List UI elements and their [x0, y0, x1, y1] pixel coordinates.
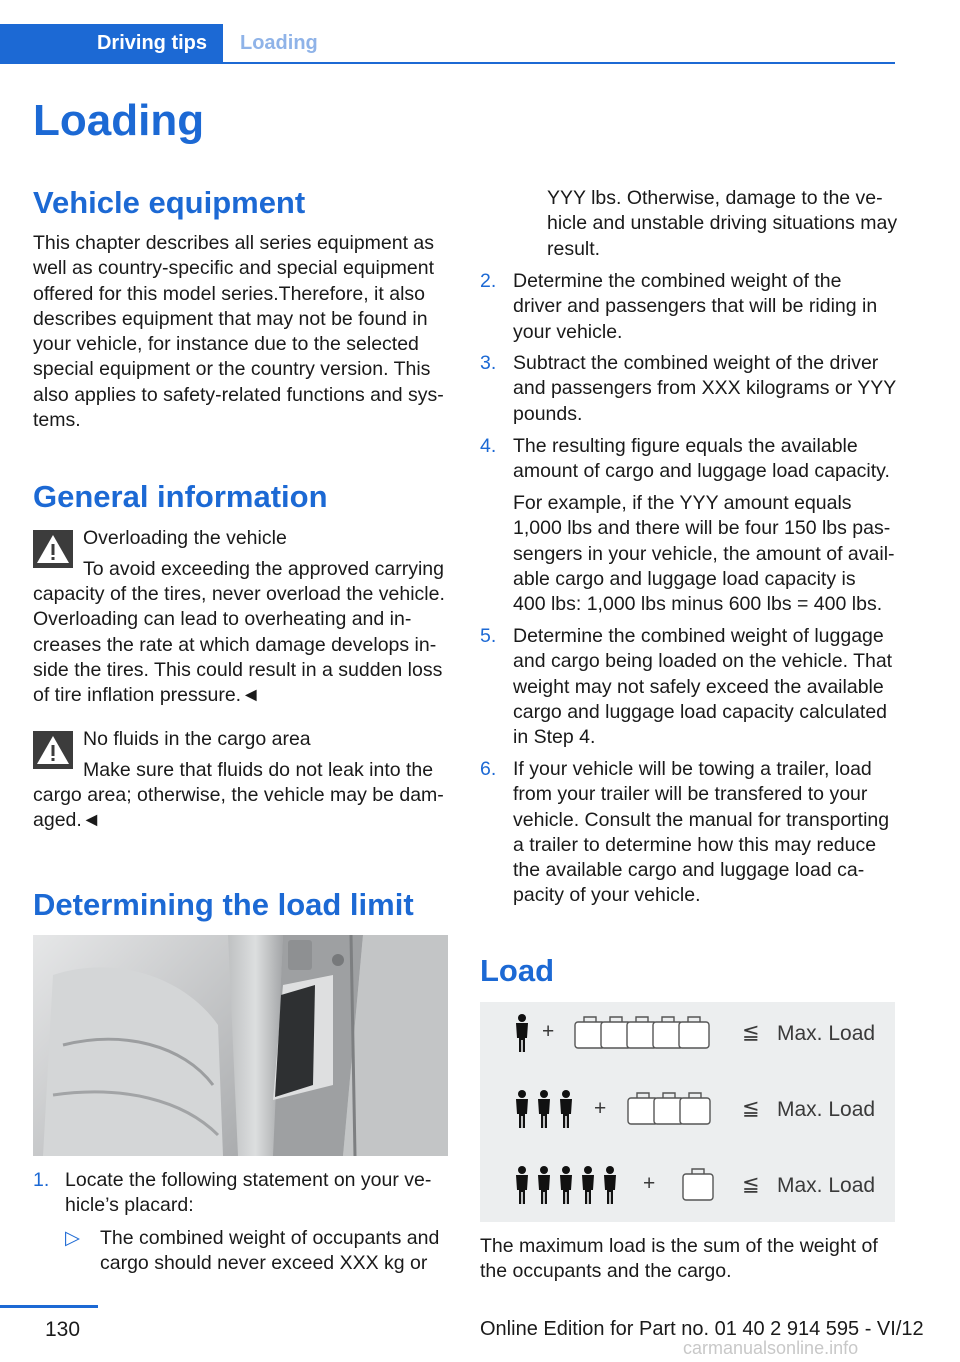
load-caption [480, 1234, 878, 1285]
page-title: Loading [33, 96, 205, 145]
step-1-text [65, 1168, 431, 1219]
edition-info: Online Edition for Part no. 01 40 2 914 595 - VI/12 [480, 1318, 924, 1340]
text-line: and passengers from XXX kilograms or YYY [513, 377, 897, 400]
step-number: 1. [33, 1169, 50, 1191]
text-line: aged.◄ [33, 809, 102, 832]
footer-accent-line [0, 1305, 98, 1308]
max-load-label: Max. Load [777, 1098, 876, 1121]
max-load-label: Max. Load [777, 1174, 876, 1197]
text-line: The combined weight of occupants and [100, 1227, 440, 1249]
text-line: of tire inflation pressure.◄ [33, 684, 261, 707]
watermark: carmanualsonline.info [683, 1338, 859, 1358]
text-line: This chapter describes all series equipment as [33, 232, 435, 254]
vehicle-equipment-text [33, 231, 444, 433]
step-4-example [513, 491, 895, 617]
max-load-diagram [480, 1002, 895, 1222]
text-line: from your trailer will be transfered to your [513, 783, 868, 806]
text-line: cargo should never exceed XXX kg or [100, 1252, 428, 1275]
less-equal-sign: ≦ [742, 1173, 760, 1196]
text-line: weight may not safely exceed the available [513, 675, 884, 698]
warning-fluids-text [33, 783, 444, 834]
heading-load-limit: Determining the load limit [33, 887, 414, 922]
warning-overloading-text [33, 582, 445, 708]
text-line: cargo area; otherwise, the vehicle may be dam‐ [33, 784, 444, 806]
text-line: Locate the following statement on your ve‐ [65, 1169, 432, 1191]
text-line: pacity of your vehicle. [513, 884, 701, 907]
text-line: your vehicle. [513, 320, 623, 343]
warning-fluids-title: No fluids in the cargo area [83, 728, 311, 750]
step-number: 3. [480, 352, 497, 374]
text-line: Subtract the combined weight of the driver [513, 352, 879, 374]
text-line: and cargo being loaded on the vehicle. That [513, 650, 893, 673]
step-6-text [513, 757, 889, 909]
text-line: the available cargo and luggage load ca‐ [513, 859, 865, 882]
tab-loading[interactable]: Loading [240, 32, 318, 54]
step-number: 4. [480, 435, 497, 457]
text-line: The maximum load is the sum of the weight of [480, 1235, 878, 1257]
less-equal-sign: ≦ [742, 1021, 760, 1044]
placard-location-photo [33, 935, 448, 1156]
text-line: describes equipment that may not be found in [33, 307, 428, 330]
step-2-text [513, 269, 877, 345]
heading-general-information: General information [33, 479, 328, 514]
max-load-label: Max. Load [777, 1022, 876, 1045]
text-line: a trailer to determine how this may reduce [513, 833, 877, 856]
warning-fluids-first-line: Make sure that fluids do not leak into the [83, 759, 434, 781]
text-line: special equipment or the country version. This [33, 358, 431, 381]
text-line: hicle’s placard: [65, 1194, 194, 1217]
text-line: in Step 4. [513, 726, 596, 749]
plus-sign: + [643, 1172, 656, 1195]
text-line: hicle and unstable driving situations may [547, 212, 898, 235]
text-line: YYY lbs. Otherwise, damage to the ve‐ [547, 187, 883, 209]
warning-overloading-first-line: To avoid exceeding the approved carrying [83, 558, 444, 580]
warning-triangle-icon [33, 731, 73, 769]
bullet-triangle-icon: ▷ [65, 1227, 80, 1249]
less-equal-sign: ≦ [742, 1097, 760, 1120]
text-line: result. [547, 237, 601, 260]
text-line: capacity of the tires, never overload the vehicle. [33, 583, 445, 605]
page-number: 130 [45, 1318, 81, 1341]
step-number: 6. [480, 758, 497, 780]
text-line: 1,000 lbs and there will be four 150 lbs pas‐ [513, 517, 891, 540]
heading-load: Load [480, 953, 555, 988]
text-line: sengers in your vehicle, the amount of avail‐ [513, 542, 895, 565]
plus-sign: + [542, 1020, 555, 1043]
row-five-occupants [516, 1166, 713, 1204]
header-tab-bar [0, 24, 895, 64]
step-3-text [513, 351, 896, 427]
plus-sign: + [594, 1097, 607, 1120]
text-line: the occupants and the cargo. [480, 1260, 732, 1283]
text-line: side the tires. This could result in a sudden loss [33, 658, 443, 681]
text-line: Determine the combined weight of the [513, 270, 842, 292]
text-line: If your vehicle will be towing a trailer, load [513, 758, 872, 780]
text-line: cargo and luggage load capacity calculated [513, 700, 888, 723]
car-door-pillar-illustration [33, 935, 448, 1156]
text-line: offered for this model series.Therefore, it also [33, 282, 425, 305]
text-line: amount of cargo and luggage load capacity. [513, 460, 890, 483]
text-line: Overloading can lead to overheating and in‐ [33, 608, 412, 631]
text-line: For example, if the YYY amount equals [513, 492, 852, 514]
placard-statement-text [100, 1226, 439, 1277]
text-line: also applies to safety-related functions and sys‐ [33, 383, 444, 406]
text-line: vehicle. Consult the manual for transporting [513, 808, 890, 831]
text-line: creases the rate at which damage develops in‐ [33, 633, 437, 656]
text-line: The resulting figure equals the available [513, 435, 858, 457]
warning-overloading-title: Overloading the vehicle [83, 527, 287, 549]
text-line: well as country-specific and special equipment [33, 257, 435, 280]
row-three-occupants [516, 1090, 710, 1128]
warning-triangle-icon [33, 530, 73, 568]
text-line: Determine the combined weight of luggage [513, 625, 884, 647]
step-number: 5. [480, 625, 497, 647]
step-number: 2. [480, 270, 497, 292]
placard-statement-continued [547, 186, 897, 262]
text-line: driver and passengers that will be riding in [513, 295, 878, 318]
heading-vehicle-equipment: Vehicle equipment [33, 185, 306, 220]
text-line: able cargo and luggage load capacity is [513, 567, 856, 590]
text-line: tems. [33, 409, 81, 432]
text-line: pounds. [513, 402, 583, 425]
step-4-text [513, 434, 890, 485]
text-line: your vehicle, for instance due to the selected [33, 333, 419, 356]
text-line: 400 lbs: 1,000 lbs minus 600 lbs = 400 lbs. [513, 593, 883, 616]
step-5-text [513, 624, 892, 750]
tab-driving-tips[interactable]: Driving tips [0, 24, 223, 62]
